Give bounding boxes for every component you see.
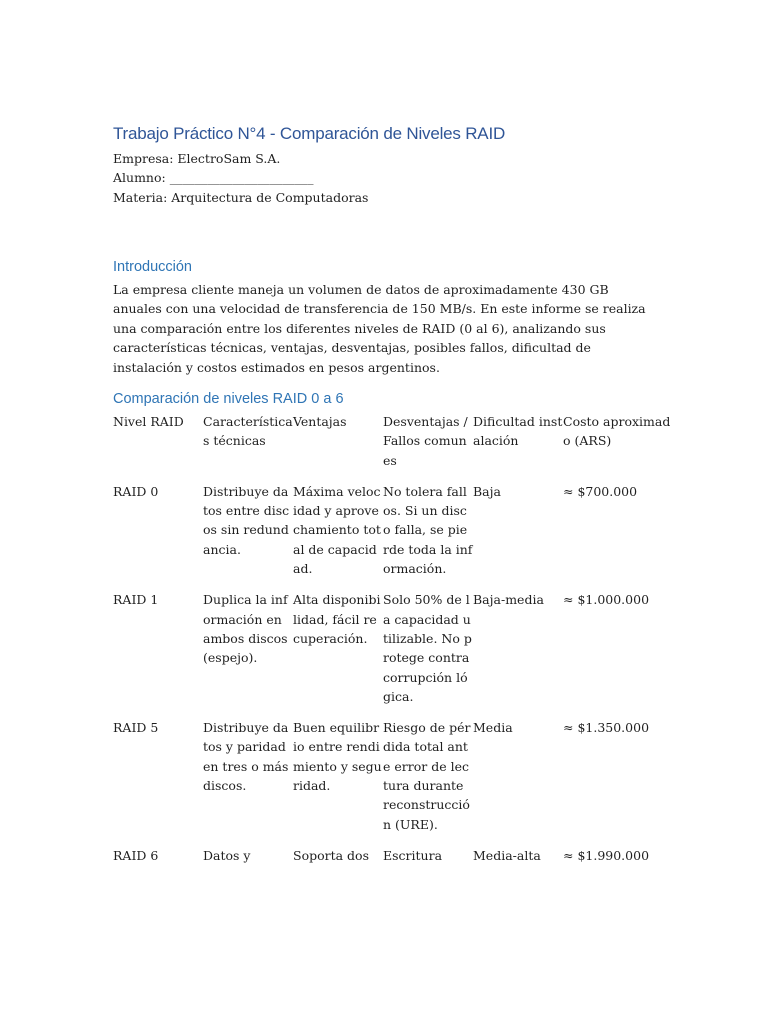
- cell-disadvantages: No tolera fallos. Si un disco falla, se pierde toda la información.: [383, 483, 473, 577]
- cell-cost: ≈ $1.990.000: [563, 847, 650, 863]
- cell-features: Distribuye datos y paridad en tres o más discos.: [203, 720, 289, 794]
- header-features: Características técnicas: [203, 414, 293, 449]
- document-title: Trabajo Práctico N°4 - Comparación de Niveles RAID: [113, 124, 506, 143]
- header-difficulty: Dificultad instalación: [473, 414, 563, 449]
- header-disadvantages: Desventajas / Fallos comunes: [383, 414, 468, 468]
- table-row: [113, 718, 673, 846]
- table-row: [113, 590, 673, 718]
- table-row: [113, 482, 673, 590]
- cell-difficulty: Media: [473, 720, 513, 736]
- table-header-row: [113, 412, 673, 482]
- cell-difficulty: Baja: [473, 483, 501, 499]
- student-line: Alumno: _______________________: [113, 170, 314, 186]
- header-advantages: Ventajas: [293, 414, 347, 429]
- raid-comparison-table: [113, 412, 673, 877]
- cell-advantages: Soporta dos: [293, 847, 369, 863]
- header-level: Nivel RAID: [113, 414, 184, 429]
- cell-difficulty: Baja-media: [473, 592, 544, 608]
- cell-disadvantages: Solo 50% de la capacidad utilizable. No protege contra corrupción lógica.: [383, 592, 472, 704]
- intro-heading: Introducción: [113, 259, 192, 275]
- cell-advantages: Buen equilibrio entre rendimiento y seguridad.: [293, 720, 382, 794]
- cell-cost: ≈ $700.000: [563, 483, 638, 499]
- intro-paragraph: La empresa cliente maneja un volumen de datos de aproximadamente 430 GB anuales con una velocidad de transferencia de 150 MB/s. En este informe se realiza una comparación entre los diferentes niveles de RAID (0 al 6), analizando sus características técnicas, ventajas, desventajas, posibles fallos, dificultad de instalación y costos estimados en pesos argentinos.: [113, 282, 646, 375]
- cell-level: RAID 6: [113, 847, 159, 863]
- comparison-heading: Comparación de niveles RAID 0 a 6: [113, 391, 344, 407]
- company-line: Empresa: ElectroSam S.A.: [113, 151, 281, 166]
- cell-features: Duplica la información en ambos discos (espejo).: [203, 592, 288, 666]
- cell-level: RAID 0: [113, 483, 159, 499]
- cell-cost: ≈ $1.000.000: [563, 592, 650, 608]
- header-cost: Costo aproximado (ARS): [563, 414, 671, 449]
- cell-features: Distribuye datos entre discos sin redundancia.: [203, 483, 290, 557]
- cell-advantages: Máxima velocidad y aprovechamiento total de capacidad.: [293, 483, 381, 577]
- cell-level: RAID 1: [113, 592, 159, 608]
- cell-level: RAID 5: [113, 720, 159, 736]
- cell-disadvantages: Riesgo de pérdida total ante error de lectura durante reconstrucción (URE).: [383, 720, 471, 832]
- cell-disadvantages: Escritura: [383, 847, 443, 863]
- cell-advantages: Alta disponibilidad, fácil recuperación.: [293, 592, 381, 646]
- cell-difficulty: Media-alta: [473, 847, 541, 863]
- document-meta: [113, 149, 368, 207]
- cell-cost: ≈ $1.350.000: [563, 720, 650, 736]
- subject-line: Materia: Arquitectura de Computadoras: [113, 189, 369, 205]
- table-row: [113, 846, 673, 877]
- cell-features: Datos y: [203, 847, 251, 863]
